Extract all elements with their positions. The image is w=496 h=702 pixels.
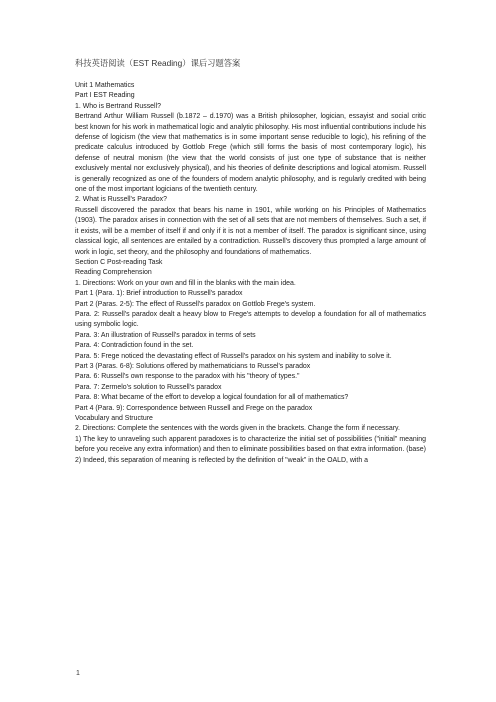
outline-part-4: Part 4 (Para. 9): Correspondence between Russell and Frege on the paradox: [75, 404, 313, 412]
outline-para-3: Para. 3: An illustration of Russell's paradox in terms of sets: [75, 331, 256, 339]
outline-para-7: Para. 7: Zermelo's solution to Russell's paradox: [75, 383, 222, 391]
document-title: 科技英语阅读（EST Reading）课后习题答案: [75, 58, 241, 68]
outline-para-6: Para. 6: Russell's own response to the paradox with his "theory of types.": [75, 373, 300, 381]
subsection-heading-vocab: Vocabulary and Structure: [75, 415, 153, 422]
question-2: 2. What is Russell's Paradox?: [75, 196, 167, 204]
document-body: [75, 58, 426, 466]
outline-part-2: Part 2 (Paras. 2-5): The effect of Russell's paradox on Gottlob Frege's system.: [75, 300, 316, 308]
page-number: 1: [76, 670, 80, 677]
directions-2: 2. Directions: Complete the sentences with the words given in the brackets. Change the form if necessary.: [75, 425, 400, 433]
outline-para-5: Para. 5: Frege noticed the devastating effect of Russell's paradox on his system and inability to solve it.: [75, 352, 392, 360]
unit-heading: Unit 1 Mathematics: [75, 82, 135, 89]
sentence-1: 1) The key to unraveling such apparent paradoxes is to characterize the initial set of possibilities ("initial" meaning before you receive any extra information) and then to eliminate possibilities based on that extra information. (base): [75, 435, 426, 454]
answer-paragraph-2: Russell discovered the paradox that bears his name in 1901, while working on his Principles of Mathematics (1903). The paradox arises in connection with the set of all sets that are not members of themselves. Such a set, if it exists, will be a member of itself if and only if it is not a member of itself. The paradox is significant since, using classical logic, all sentences are entailed by a contradiction. Russell's discovery thus prompted a large amount of work in logic, set theory, and the philosophy and foundations of mathematics.: [75, 206, 426, 256]
part-heading: Part I EST Reading: [75, 92, 135, 100]
outline-para-4: Para. 4: Contradiction found in the set.: [75, 342, 194, 350]
subsection-heading: Reading Comprehension: [75, 269, 152, 277]
outline-para-8: Para. 8: What became of the effort to develop a logical foundation for all of mathematics?: [75, 394, 349, 402]
section-heading: Section C Post-reading Task: [75, 258, 163, 266]
outline-part-1: Part 1 (Para. 1): Brief introduction to Russell's paradox: [75, 290, 243, 298]
outline-part-3: Part 3 (Paras. 6-8): Solutions offered by mathematicians to Russel's paradox: [75, 362, 311, 370]
outline-para-2: Para. 2: Russell's paradox dealt a heavy blow to Frege's attempts to develop a foundation for all of mathematics using symbolic logic.: [75, 310, 426, 329]
answer-paragraph-1: Bertrand Arthur William Russell (b.1872 – d.1970) was a British philosopher, logician, essayist and social critic best known for his work in mathematical logic and analytic philosophy. His most influential contributions include his defense of logicism (the view that mathematics is in some important sense reducible to logic), his refining of the predicate calculus introduced by Gottlob Frege (which still forms the basis of most contemporary logic), his defense of neutral monism (the view that the world consists of just one type of substance that is neither exclusively mental nor exclusively physical), and his theories of definite descriptions and logical atomism. Russell is generally recognized as one of the founders of modern analytic philosophy, and is regularly credited with being one of the most important logicians of the twentieth century.: [75, 113, 426, 194]
sentence-2: 2) Indeed, this separation of meaning is reflected by the definition of "weak" in the OALD, with a: [75, 456, 368, 464]
directions-1: 1. Directions: Work on your own and fill in the blanks with the main idea.: [75, 279, 296, 287]
question-1: 1. Who is Bertrand Russell?: [75, 102, 161, 110]
